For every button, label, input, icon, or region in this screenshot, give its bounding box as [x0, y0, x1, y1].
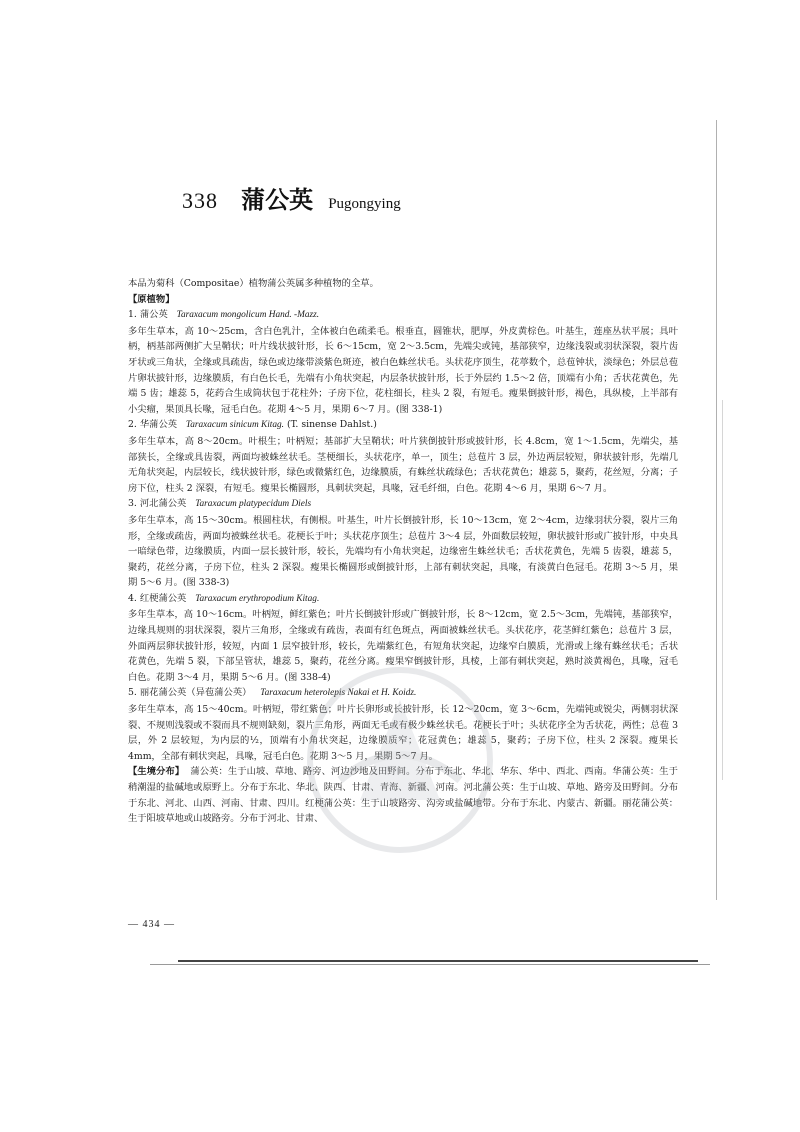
species-name-latin: Taraxacum platypecidum Diels [195, 499, 312, 510]
species-name-latin: Taraxacum mongolicum Hand. -Mazz. [176, 310, 320, 321]
page-number: — 434 — [128, 919, 175, 930]
entry-name-pinyin: Pugongying [328, 196, 401, 212]
species-description: 多年生草本，高 10～25cm，含白色乳汁，全体被白色疏柔毛。根垂直，圆锥状，肥厚，外皮黄棕色。叶基生，莲座丛状平展；具叶柄，柄基部两侧扩大呈鞘状；叶片线状披针形，长 6～15cm，宽 2～3.5cm，先端尖或钝，基部狭窄，边缘浅裂或羽状深裂，裂片齿牙状或三角状，全缘或具疏齿，绿色或边缘带淡紫色斑迹，被白色蛛丝状毛。头状花序顶生，花葶数个，总苞钟状，淡绿色；外层总苞片卵状披针形，边缘膜质，有白色长毛，先端有小角状突起，内层条状披针形，长于外层约 1.5～2 倍，顶端有小角；舌状花黄色，先端 5 齿；雄蕊 5，花药合生成筒状包于花柱外；子房下位，花柱细长，柱头 2 裂，有短毛。瘦果倒披针形，褐色，具纵棱，上半部有小尖瘤，果顶具长喙，冠毛白色。花期 4～5 月，果期 6～7 月。(图 338-1) [128, 325, 678, 415]
page-edge-line-secondary [722, 400, 723, 780]
species-name-cn: 红梗蒲公英 [139, 592, 187, 604]
species-name-cn: 蒲公英 [139, 309, 168, 321]
species-name-latin: Taraxacum sinicum Kitag. [185, 420, 284, 431]
species-name-latin: Taraxacum erythropodium Kitag. [195, 593, 320, 604]
species-heading [128, 591, 678, 608]
species-index: 2. [128, 419, 137, 431]
page-edge-line [716, 120, 717, 900]
species-index: 5. [128, 687, 137, 699]
species-description: 多年生草本，高 15～30cm。根圆柱状，有侧根。叶基生，叶片长倒披针形，长 10～13cm，宽 2～4cm，边缘羽状分裂，裂片三角形，全缘或疏齿，两面均被蛛丝状毛。花梗长于叶；头状花序顶生；总苞片 3～4 层，外面数层较短，卵状披针形或广披针形，中央具一暗绿色带，边缘膜质，内面一层长披针形，较长，先端均有小角状突起，边缘密生蛛丝状毛；舌状花黄色，先端 5 齿裂，雄蕊 5，聚药，花丝分离，子房下位，柱头 2 深裂。瘦果长椭圆形或倒披针形，上部有刺状突起，具喙，有淡黄白色冠毛。花期 3～5 月，果期 5～6 月。(图 338-3) [128, 514, 678, 589]
species-heading [128, 307, 678, 324]
intro-paragraph: 本品为菊科（Compositae）植物蒲公英属多种植物的全草。 [128, 278, 379, 289]
habitat-paragraph [128, 764, 678, 826]
entry-body [128, 276, 678, 827]
species-name-cn: 丽花蒲公英（异苞蒲公英） [139, 687, 252, 699]
species-description: 多年生草本，高 10～16cm。叶柄短，鲜红紫色；叶片长倒披针形或广倒披针形，长 8～12cm，宽 2.5～3cm，先端钝，基部狭窄，边缘具规则的羽状深裂，裂片三角形，全缘或有疏齿，表面有红色斑点，两面被蛛丝状毛。头状花序，花茎鲜红紫色；总苞片 3 层，外面两层卵状披针形，较短，内面 1 层窄披针形，较长，先端紫红色，有短角状突起，边缘窄白膜质，光滑或上缘有蛛丝状毛；舌状花黄色，先端 5 裂，下部呈管状，雄蕊 5，聚药，花丝分离。瘦果窄倒披针形，具棱，上部有刺状突起，熟时淡黄褐色，具喙，冠毛白色。花期 3～4 月，果期 5～6 月。(图 338-4) [128, 609, 678, 683]
bottom-rule [178, 960, 698, 962]
species-index: 4. [128, 592, 137, 604]
entry-name-chinese: 蒲公英 [241, 186, 314, 214]
section-heading-original-plants: 【原植物】 [128, 293, 175, 305]
habitat-text: 蒲公英：生于山坡、草地、路旁、河边沙地及田野间。分布于东北、华北、华东、华中、西北、西南。华蒲公英：生于稍潮湿的盐碱地或原野上。分布于东北、华北、陕西、甘肃、青海、新疆、河南。河北蒲公英：生于山坡、草地、路旁及田野间。分布于东北、河北、山西、河南、甘肃、四川。红梗蒲公英：生于山坡路旁、沟旁或盐碱地带。分布于东北、内蒙古、新疆。丽花蒲公英：生于阳坡草地或山坡路旁。分布于河北、甘肃、 [128, 766, 678, 825]
species-name-latin: Taraxacum heterolepis Nakai et H. Koidz. [260, 688, 417, 699]
entry-number: 338 [182, 188, 218, 213]
species-name-cn: 河北蒲公英 [139, 498, 187, 510]
species-heading [128, 417, 678, 434]
species-description: 多年生草本，高 8～20cm。叶根生；叶柄短；基部扩大呈鞘状；叶片狭倒披针形或披针形，长 4.8cm，宽 1～1.5cm，先端尖，基部狭长，全缘或具齿裂，两面均被蛛丝状毛。茎梗细长，头状花序，单一，顶生；总苞片 3 层，外边两层较短，卵状披针形，先端几无角状突起，内层较长，线状披针形，绿色或微紫红色，边缘膜质，有蛛丝状疏绿色；舌状花黄色；雄蕊 5，聚药，花丝短，分离；子房下位，柱头 2 深裂，有短毛。瘦果长椭圆形，具刺状突起，具喙，冠毛纤细，白色。花期 4～6 月，果期 6～7 月。 [128, 435, 678, 494]
species-index: 1. [128, 309, 137, 321]
entry-title [182, 180, 401, 215]
species-index: 3. [128, 498, 137, 510]
species-description: 多年生草本，高 15～40cm。叶柄短，带红紫色；叶片长卵形或长披针形，长 12～20cm，宽 3～6cm，先端钝或锐尖，两侧羽状深裂、不规则浅裂或不裂而具不规则缺刻，裂片三角形，两面无毛或有极少蛛丝状毛。花梗长于叶；头状花序全为舌状花，两性；总苞 3 层，外 2 层较短，为内层的½，顶端有小角状突起，边缘膜质窄；花冠黄色；雄蕊 5，聚药；子房下位，柱头 2 深裂。瘦果长 4mm，全部有刺状突起，具喙，冠毛白色。花期 3～5 月，果期 5～7 月。 [128, 704, 678, 762]
bottom-rule-thin [150, 964, 710, 965]
species-synonym: (T. sinense Dahlst.) [286, 419, 377, 431]
section-heading-habitat: 【生境分布】 [128, 766, 185, 778]
species-heading [128, 496, 678, 513]
species-name-cn: 华蒲公英 [139, 419, 178, 431]
species-heading [128, 685, 678, 702]
